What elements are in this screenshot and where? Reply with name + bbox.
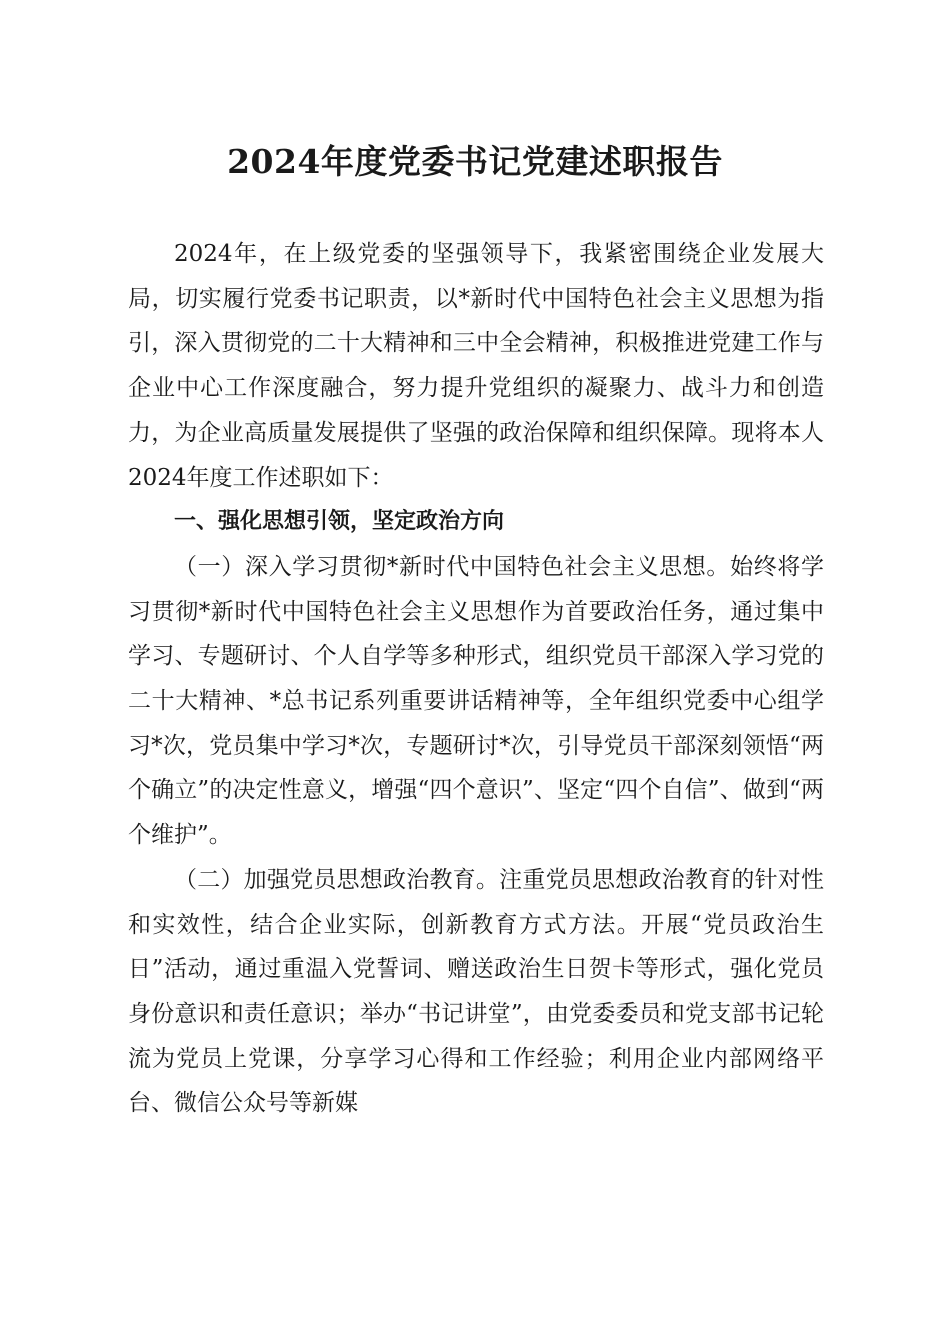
item-label-2: （二）加强党员思想政治教育。 xyxy=(174,866,500,893)
document-body xyxy=(128,232,824,1126)
item-paragraph-2 xyxy=(128,858,824,1126)
section-heading-1: 一、强化思想引领，坚定政治方向 xyxy=(174,509,505,535)
item-paragraph-1 xyxy=(128,545,824,858)
item-text-2: 注重党员思想政治教育的针对性和实效性，结合企业实际，创新教育方式方法。开展“党员政治生日”活动，通过重温入党誓词、赠送政治生日贺卡等形式，强化党员身份意识和责任意识；举办“书记讲堂”，由党委委员和党支部书记轮流为党员上党课，分享学习心得和工作经验；利用企业内部网络平台、微信公众号等新媒 xyxy=(128,866,825,1117)
document-title: 2024年度党委书记党建述职报告 xyxy=(227,142,723,181)
item-label-1: （一）深入学习贯彻*新时代中国特色社会主义思想。 xyxy=(174,553,731,580)
intro-paragraph: 2024年，在上级党委的坚强领导下，我紧密围绕企业发展大局，切实履行党委书记职责，以*新时代中国特色社会主义思想为指引，深入贯彻党的二十大精神和三中全会精神，积极推进党建工作与企业中心工作深度融合，努力提升党组织的凝聚力、战斗力和创造力，为企业高质量发展提供了坚强的政治保障和组织保障。现将本人2024年度工作述职如下： xyxy=(128,241,824,491)
item-text-1: 始终将学习贯彻*新时代中国特色社会主义思想作为首要政治任务，通过集中学习、专题研讨、个人自学等多种形式，组织党员干部深入学习党的二十大精神、*总书记系列重要讲话精神等，全年组织党委中心组学习*次，党员集中学习*次，专题研讨*次，引导党员干部深刻领悟“两个确立”的决定性意义，增强“四个意识”、坚定“四个自信”、做到“两个维护”。 xyxy=(128,553,825,849)
